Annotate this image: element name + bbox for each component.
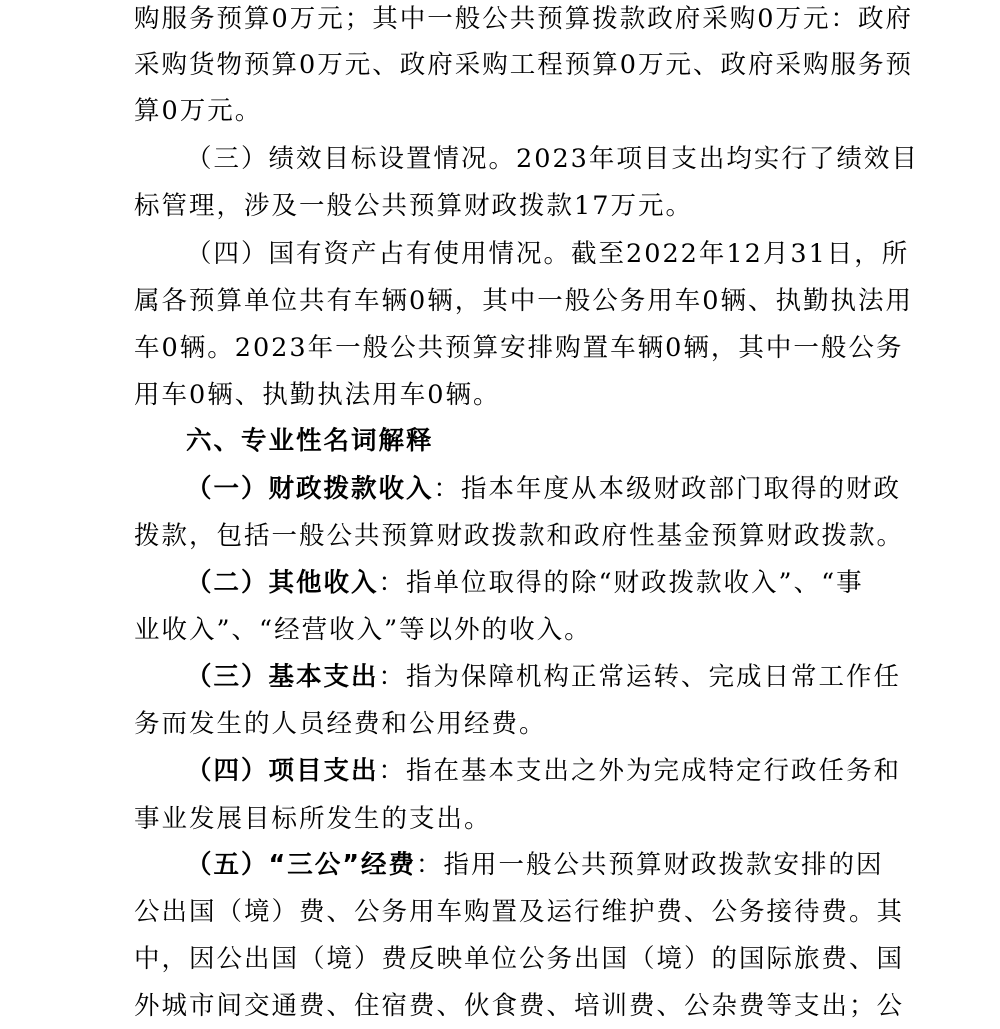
text-line: 外城市间交通费、住宿费、伙食费、培训费、公杂费等支出；公 <box>134 991 905 1021</box>
term-definition: ：指在基本支出之外为完成特定行政任务和 <box>378 756 902 786</box>
text-line: 车0辆。2023年一般公共预算安排购置车辆0辆，其中一般公务 <box>134 333 904 363</box>
term-name: （一）财政拨款收入 <box>186 474 434 504</box>
term-definition: ：指用一般公共预算财政拨款安排的因 <box>416 850 884 880</box>
term-name: （三）基本支出 <box>186 662 379 692</box>
text-line: （四）国有资产占有使用情况。截至2022年12月31日，所 <box>186 239 910 269</box>
text-line: 属各预算单位共有车辆0辆，其中一般公务用车0辆、执勤执法用 <box>134 286 913 316</box>
text-line: 业收入”、“经营收入”等以外的收入。 <box>134 615 592 645</box>
term-line <box>186 560 896 606</box>
term-line <box>186 466 902 512</box>
text-line: 算0万元。 <box>134 96 263 126</box>
section-heading: 六、专业性名词解释 <box>186 426 434 456</box>
term-name: （二）其他收入 <box>186 568 379 598</box>
text-line: 公出国（境）费、公务用车购置及运行维护费、公务接待费。其 <box>134 897 905 927</box>
text-line: 中，因公出国（境）费反映单位公务出国（境）的国际旅费、国 <box>134 944 905 974</box>
text-line: 标管理，涉及一般公共预算财政拨款17万元。 <box>134 191 693 221</box>
term-name: （五）“三公”经费 <box>186 850 417 880</box>
text-line: 用车0辆、执勤执法用车0辆。 <box>134 380 501 410</box>
text-line: （三）绩效目标设置情况。2023年项目支出均实行了绩效目 <box>186 144 919 174</box>
term-definition: ：指为保障机构正常运转、完成日常工作任 <box>378 662 902 692</box>
text-line: 采购货物预算0万元、政府采购工程预算0万元、政府采购服务预 <box>134 50 913 80</box>
term-line <box>186 654 902 700</box>
text-line: 务而发生的人员经费和公用经费。 <box>134 709 547 739</box>
term-name: （四）项目支出 <box>186 756 379 786</box>
text-line: 事业发展目标所发生的支出。 <box>134 804 492 834</box>
term-line <box>186 842 896 888</box>
text-line: 购服务预算0万元；其中一般公共预算拨款政府采购0万元：政府 <box>134 4 913 34</box>
term-definition: ：指单位取得的除“财政拨款收入”、“事 <box>378 568 864 598</box>
term-line <box>186 748 902 794</box>
term-definition: ：指本年度从本级财政部门取得的财政 <box>433 474 902 504</box>
text-line: 拨款，包括一般公共预算财政拨款和政府性基金预算财政拨款。 <box>134 521 905 551</box>
